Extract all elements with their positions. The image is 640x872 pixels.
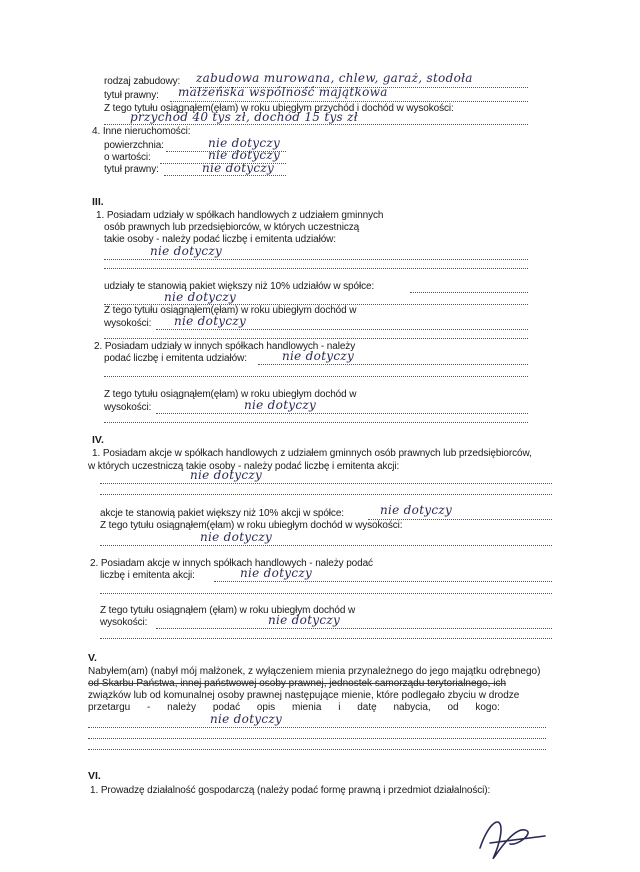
section-6-heading: VI. — [88, 770, 101, 782]
handwritten-s3-dochod: nie dotyczy — [174, 314, 247, 328]
handwritten-s3-p2: nie dotyczy — [282, 349, 355, 363]
handwritten-pow: nie dotyczy — [208, 136, 281, 150]
s3-p1-line2: osób prawnych lub przedsiębiorców, w których uczestniczą — [104, 222, 360, 233]
dotted-line — [100, 638, 552, 639]
handwritten-rodzaj: zabudowa murowana, chlew, garaż, stodoła — [196, 71, 473, 85]
handwritten-s4-ztego: nie dotyczy — [200, 530, 273, 544]
dotted-line — [88, 738, 546, 739]
s5-line4: przetargu - należy podać opis mienia i datę nabycia, od kogo: — [88, 702, 500, 713]
dotted-line — [164, 175, 286, 176]
dotted-line — [100, 545, 552, 546]
rodzaj-label: rodzaj zabudowy: — [104, 76, 181, 87]
dotted-line — [170, 101, 528, 102]
s4-ztego: Z tego tytułu osiągnąłem(ęłam) w roku ubiegłym dochód w wysokości: — [100, 520, 403, 531]
s5-line3: związków lub od komunalnej osoby prawnej następujące mienie, które podlegało zbyciu w drodze — [88, 690, 520, 701]
s4-p1-line1: 1. Posiadam akcje w spółkach handlowych z udziałem gminnych osób prawnych lub przedsiębiorców, — [92, 448, 532, 459]
signature — [470, 808, 550, 868]
handwritten-s3-dochod2: nie dotyczy — [244, 398, 317, 412]
handwritten-s4-dochod: nie dotyczy — [268, 613, 341, 627]
s3-p2-line1: 2. Posiadam udziały w innych spółkach handlowych - należy — [94, 341, 356, 352]
s3-dochod-line1: Z tego tytułu osiągnąłem(ęłam) w roku ubiegłym dochód w — [104, 305, 357, 316]
s3-dochod-line2: wysokości: — [104, 318, 152, 329]
section-5-heading: V. — [88, 652, 97, 664]
s3-p2-line2: podać liczbę i emitenta udziałów: — [104, 353, 247, 364]
handwritten-przychod: przychód 40 tys zł, dochód 15 tys zł — [130, 110, 358, 124]
dotted-line — [104, 422, 528, 423]
dotted-line — [104, 124, 528, 125]
dotted-line — [88, 749, 546, 750]
dotted-line — [156, 628, 552, 629]
dotted-line — [100, 593, 552, 594]
dotted-line — [104, 338, 528, 339]
tytul-label: tytuł prawny: — [104, 90, 159, 101]
s3-dochod2-line1: Z tego tytułu osiągnąłem(ęłam) w roku ubiegłym dochód w — [104, 389, 357, 400]
ztego-text: Z tego tytułu osiągnąłem(ęłam) w roku ubiegłym przychód i dochód w wysokości: — [104, 103, 454, 114]
dotted-line — [104, 259, 528, 260]
s6-line1: 1. Prowadzę działalność gospodarczą (należy podać formę prawną i przedmiot działalności): — [90, 785, 491, 796]
handwritten-s3-pakiet: nie dotyczy — [164, 290, 237, 304]
s3-p1-line1: 1. Posiadam udziały w spółkach handlowych z udziałem gminnych — [96, 210, 384, 221]
s5-line1: Nabyłem(am) (nabył mój małżonek, z wyłączeniem mienia przynależnego do jego majątku odrębnego) — [88, 666, 541, 677]
wart-label: o wartości: — [104, 152, 151, 163]
section-3-heading: III. — [92, 196, 104, 208]
dotted-line — [104, 268, 528, 269]
s4-p2-line2: liczbę i emitenta akcji: — [100, 570, 195, 581]
dotted-line — [100, 494, 552, 495]
dotted-line — [100, 483, 552, 484]
s3-pakiet-label: udziały te stanowią pakiet większy niż 10% udziałów w spółce: — [104, 281, 375, 292]
dotted-line — [156, 413, 528, 414]
handwritten-s4-p1: nie dotyczy — [190, 468, 263, 482]
s4-dochod-line1: Z tego tytułu osiągnąłem (ęłam) w roku ubiegłym dochód w — [100, 605, 356, 616]
s5-line2: od Skarbu Państwa, innej państwowej osoby prawnej, jednostek samorządu terytorialnego, ich — [88, 678, 507, 689]
dotted-line — [410, 292, 528, 293]
s3-dochod2-line2: wysokości: — [104, 402, 152, 413]
handwritten-s3-p1: nie dotyczy — [150, 244, 223, 258]
handwritten-s4-pakiet: nie dotyczy — [380, 503, 453, 517]
handwritten-wart: nie dotyczy — [208, 148, 281, 162]
dotted-line — [104, 376, 528, 377]
dotted-line — [214, 581, 552, 582]
s4-pakiet-label: akcje te stanowią pakiet większy niż 10% akcji w spółce: — [100, 508, 344, 519]
section-4-heading: IV. — [92, 434, 104, 446]
dotted-line — [156, 329, 528, 330]
s3-p1-line3: takie osoby - należy podać liczbę i emitenta udziałów: — [104, 234, 336, 245]
item4-label: 4. Inne nieruchomości: — [92, 126, 191, 137]
handwritten-s4-p2: nie dotyczy — [240, 566, 313, 580]
tytul2-label: tytuł prawny: — [104, 164, 159, 175]
dotted-line — [88, 727, 546, 728]
pow-label: powierzchnia: — [104, 140, 164, 151]
handwritten-tytul2: nie dotyczy — [202, 161, 275, 175]
s4-p1-line2: w których uczestniczą takie osoby - należy podać liczbę i emitenta akcji: — [88, 461, 400, 472]
handwritten-tytul: małżeńska wspólność majątkowa — [178, 85, 388, 99]
dotted-line — [258, 364, 528, 365]
handwritten-s5: nie dotyczy — [210, 712, 283, 726]
s4-p2-line1: 2. Posiadam akcje w innych spółkach handlowych - należy podać — [90, 558, 373, 569]
s4-dochod-line2: wysokości: — [100, 617, 148, 628]
